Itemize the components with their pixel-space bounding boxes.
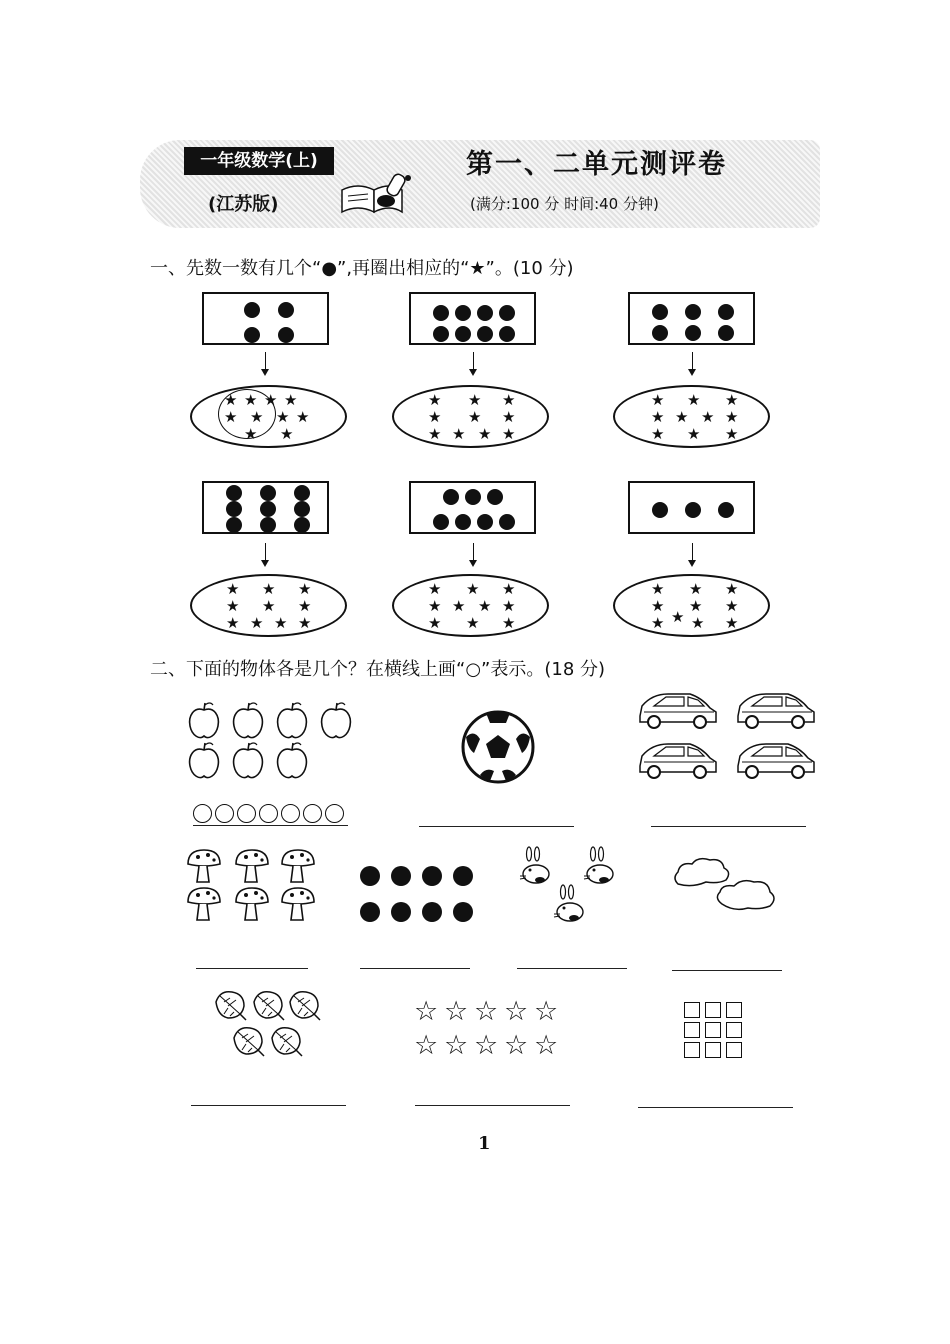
dot-box-5 bbox=[409, 481, 536, 534]
edition-label: (江苏版) bbox=[208, 194, 279, 215]
score-time-info: (满分:100 分 时间:40 分钟) bbox=[470, 195, 659, 213]
squares-group bbox=[684, 1002, 748, 1062]
answer-line-apples[interactable] bbox=[193, 825, 348, 826]
answer-line-clouds[interactable] bbox=[672, 970, 782, 971]
star-oval-3: ★ ★ ★ ★ ★ ★ ★ ★ ★ ★ bbox=[613, 385, 770, 448]
question-2-prompt: 二、下面的物体各是几个？在横线上画“○”表示。(18 分) bbox=[150, 659, 606, 680]
star-oval-6: ★ ★ ★ ★ ★ ★ ★ ★ ★ ★ bbox=[613, 574, 770, 637]
book-icon bbox=[338, 168, 420, 218]
dot-box-1 bbox=[202, 292, 329, 345]
page-number: 1 bbox=[478, 1133, 491, 1154]
star-oval-1: ★ ★ ★ ★ ★ ★ ★ ★ ★ ★ bbox=[190, 385, 347, 448]
dot-box-2 bbox=[409, 292, 536, 345]
answer-line-squares[interactable] bbox=[638, 1107, 793, 1108]
dots-group bbox=[358, 864, 478, 924]
answer-line-mushrooms[interactable] bbox=[196, 968, 308, 969]
cars-group bbox=[638, 686, 818, 782]
arrow-2 bbox=[473, 352, 474, 374]
dot-box-4 bbox=[202, 481, 329, 534]
arrow-3 bbox=[692, 352, 693, 374]
answer-line-ball[interactable] bbox=[419, 826, 574, 827]
answer-line-leaves[interactable] bbox=[191, 1105, 346, 1106]
answer-line-stars[interactable] bbox=[415, 1105, 570, 1106]
answer-line-dots[interactable] bbox=[360, 968, 470, 969]
soccer-ball-icon bbox=[460, 709, 536, 785]
star-oval-4: ★ ★ ★ ★ ★ ★ ★ ★ ★ ★ bbox=[190, 574, 347, 637]
star-oval-5: ★ ★ ★ ★ ★ ★ ★ ★ ★ ★ bbox=[392, 574, 549, 637]
clouds-group bbox=[670, 854, 782, 916]
star-oval-2: ★ ★ ★ ★ ★ ★ ★ ★ ★ ★ bbox=[392, 385, 549, 448]
page-title: 第一、二单元测评卷 bbox=[466, 149, 727, 180]
grade-label: 一年级数学(上) bbox=[184, 147, 334, 175]
arrow-4 bbox=[265, 543, 266, 565]
mushrooms-group bbox=[186, 846, 322, 926]
arrow-1 bbox=[265, 352, 266, 374]
arrow-6 bbox=[692, 543, 693, 565]
answer-line-rabbits[interactable] bbox=[517, 968, 627, 969]
apples-group bbox=[186, 698, 358, 780]
question-1-prompt: 一、先数一数有几个“●”,再圈出相应的“★”。(10 分) bbox=[150, 258, 574, 279]
stars-group: ☆ ☆ ☆ ☆ ☆ ☆ ☆ ☆ ☆ ☆ bbox=[414, 996, 559, 1061]
arrow-5 bbox=[473, 543, 474, 565]
answer-line-cars[interactable] bbox=[651, 826, 806, 827]
dot-box-3 bbox=[628, 292, 755, 345]
leaves-group bbox=[212, 986, 324, 1062]
dot-box-6 bbox=[628, 481, 755, 534]
answer-circles-apples bbox=[193, 804, 353, 824]
rabbits-group bbox=[516, 846, 626, 926]
